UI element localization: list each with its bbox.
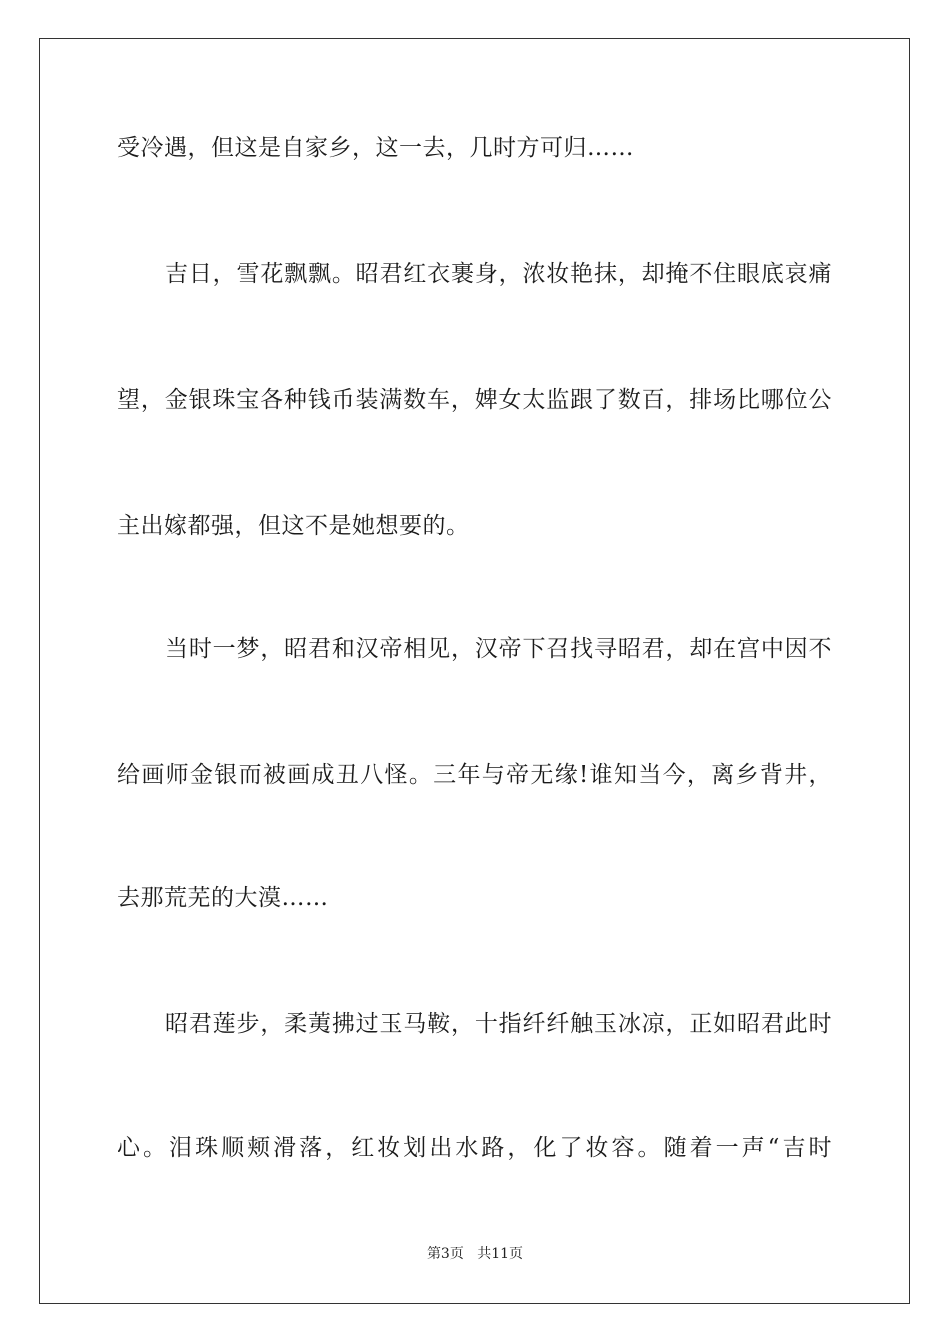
text-line: 心。泪珠顺颊滑落，红妆划出水路，化了妆容。随着一声“吉时 [117, 1135, 832, 1161]
text-line: 主出嫁都强，但这不是她想要的。 [117, 513, 470, 539]
text-line: 给画师金银而被画成丑八怪。三年与帝无缘!谁知当今，离乡背井， [117, 762, 832, 788]
page-total: 共11页 [477, 1246, 524, 1262]
page-footer [0, 1245, 950, 1263]
page-border [39, 38, 910, 1304]
text-line: 吉日，雪花飘飘。昭君红衣裹身，浓妆艳抹，却掩不住眼底哀痛 [165, 261, 832, 287]
text-line: 昭君莲步，柔荑拂过玉马鞍，十指纤纤触玉冰凉，正如昭君此时 [165, 1011, 832, 1037]
text-line: 望，金银珠宝各种钱币装满数车，婢女太监跟了数百，排场比哪位公 [117, 387, 832, 413]
text-line: 去那荒芜的大漠…… [117, 885, 329, 911]
text-line: 当时一梦，昭君和汉帝相见，汉帝下召找寻昭君，却在宫中因不 [165, 636, 832, 662]
page-number: 第3页 [426, 1246, 464, 1262]
text-line: 受冷遇，但这是自家乡，这一去，几时方可归…… [117, 135, 634, 161]
